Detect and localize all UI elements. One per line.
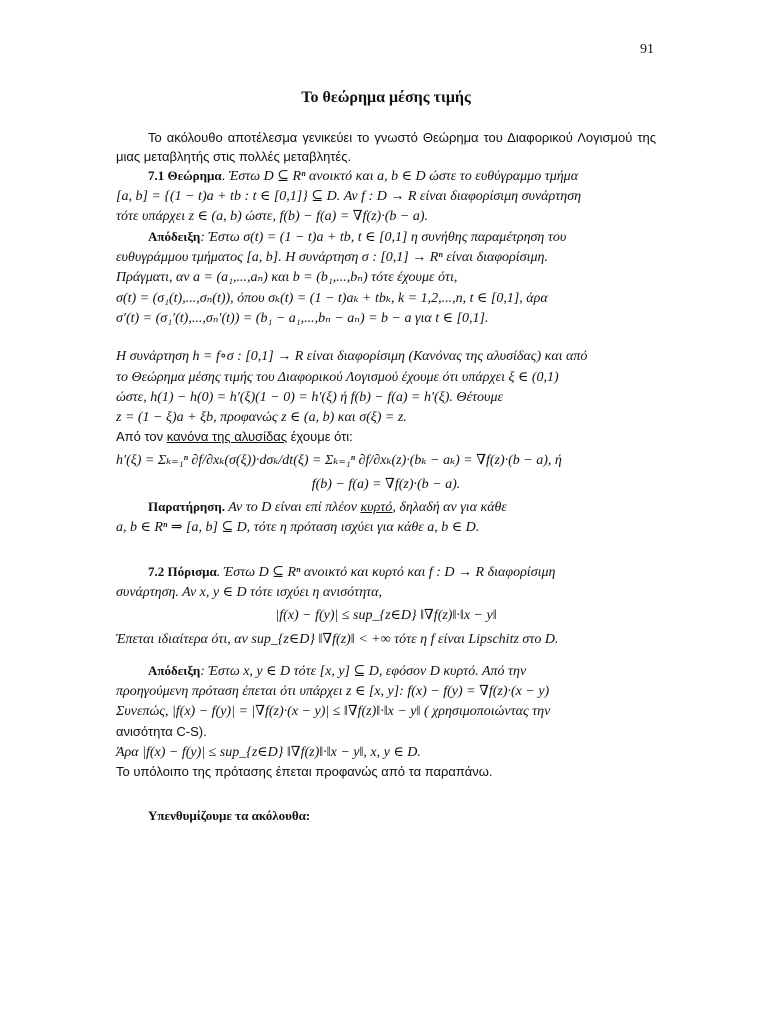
corollary-line-1 bbox=[116, 563, 656, 583]
proof1-line-4: σ(t) = (σ₁(t),...,σₙ(t)), όπου σₖ(t) = (1 − t)aₖ + tbₖ, k = 1,2,...,n, t ∈ [0,1], άρα bbox=[116, 290, 548, 306]
corollary-line-3: Έπεται ιδιαίτερα ότι, αν sup_{z∈D} ‖∇f(z)‖ < +∞ τότε η f είναι Lipschitz στο D. bbox=[116, 631, 559, 647]
proof1-line-10-pre: Από τον bbox=[116, 429, 167, 445]
remark-line-1 bbox=[116, 498, 656, 518]
proof2-line-2: προηγούμενη πρόταση έπεται ότι υπάρχει z ∈ [x, y]: f(x) − f(y) = ∇f(z)·(x − y) bbox=[116, 684, 550, 700]
proof1-line-7: το Θεώρημα μέσης τιμής του Διαφορικού Λογισμού έχουμε ότι υπάρχει ξ ∈ (0,1) bbox=[116, 369, 559, 385]
page-number: 91 bbox=[640, 42, 654, 57]
intro-paragraph: Το ακόλουθο αποτέλεσμα γενικεύει το γνωστό Θεώρημα του Διαφορικού Λογισμού της μιας μεταβλητής στις πολλές μεταβλητές. bbox=[116, 130, 656, 165]
theorem-label: 7.1 Θεώρημα bbox=[148, 167, 222, 183]
proof1-line-10-post: έχουμε ότι: bbox=[286, 429, 353, 445]
remark-label: Παρατήρηση. bbox=[148, 499, 225, 515]
proof2-label: Απόδειξη bbox=[148, 662, 201, 678]
proof1-line-10 bbox=[116, 428, 656, 448]
theorem-line-2: [a, b] = {(1 − t)a + tb : t ∈ [0,1]} ⊆ D. Αν f : D → R είναι διαφορίσιμη συνάρτηση bbox=[116, 189, 582, 205]
theorem-line-1: 7.1 Θεώρημα. Έστω D ⊆ Rⁿ ανοικτό και a, b ∈ D ώστε το ευθύγραμμο τμήμα bbox=[148, 167, 579, 184]
proof1-line-1 bbox=[116, 228, 656, 248]
proof1-equation-1: h′(ξ) = Σₖ₌₁ⁿ ∂f/∂xₖ(σ(ξ))·dσₖ/dt(ξ) = Σₖ₌₁ⁿ ∂f/∂xₖ(z)·(bₖ − aₖ) = ∇f(z)·(b − a), ή bbox=[116, 453, 562, 469]
proof1-text-1: : Έστω σ(t) = (1 − t)a + tb, t ∈ [0,1] η συνήθης παραμέτρηση του bbox=[200, 229, 567, 245]
chain-rule-link: κανόνα της αλυσίδας bbox=[166, 429, 287, 445]
proof1-line-5: σ′(t) = (σ₁′(t),...,σₙ′(t)) = (b₁ − a₁,...,bₙ − aₙ) = b − a για t ∈ [0,1]. bbox=[116, 310, 489, 326]
theorem-line-3: τότε υπάρχει z ∈ (a, b) ώστε, f(b) − f(a) = ∇f(z)·(b − a). bbox=[116, 209, 428, 225]
proof2-line-5: Άρα |f(x) − f(y)| ≤ sup_{z∈D} ‖∇f(z)‖·‖x − y‖, x, y ∈ D. bbox=[116, 744, 421, 760]
proof1-line-2: ευθυγράμμου τμήματος [a, b]. Η συνάρτηση σ : [0,1] → Rⁿ είναι διαφορίσιμη. bbox=[116, 250, 548, 266]
remark-text-pre: Αν το D είναι επί πλέον bbox=[225, 500, 361, 516]
proof2-text-1: : Έστω x, y ∈ D τότε [x, y] ⊆ D, εφόσον D κυρτό. Από την bbox=[200, 663, 527, 679]
proof1-line-6: Η συνάρτηση h = f∘σ : [0,1] → R είναι διαφορίσιμη (Κανόνας της αλυσίδας) και από bbox=[116, 349, 588, 365]
proof2-line-1 bbox=[116, 662, 656, 682]
proof1-equation-2: f(b) − f(a) = ∇f(z)·(b − a). bbox=[311, 476, 461, 492]
theorem-text-1: Έστω D ⊆ Rⁿ ανοικτό και a, b ∈ D ώστε το ευθύγραμμο τμήμα bbox=[228, 168, 579, 184]
section-title: Το θεώρημα μέσης τιμής bbox=[301, 89, 471, 106]
proof2-line-6: Το υπόλοιπο της πρότασης έπεται προφανώς από τα παραπάνω. bbox=[116, 764, 493, 779]
proof1-line-9: z = (1 − ξ)a + ξb, προφανώς z ∈ (a, b) και σ(ξ) = z. bbox=[116, 410, 407, 426]
corollary-text-1: . Έστω D ⊆ Rⁿ ανοικτό και κυρτό και f : D → R διαφορίσιμη bbox=[216, 564, 556, 580]
proof1-label: Απόδειξη bbox=[148, 228, 201, 244]
remark-text-post: , δηλαδή αν για κάθε bbox=[392, 500, 507, 516]
convex-link: κυρτό bbox=[360, 500, 393, 516]
corollary-line-2: συνάρτηση. Αν x, y ∈ D τότε ισχύει η ανισότητα, bbox=[116, 584, 382, 600]
proof1-line-3: Πράγματι, αν a = (a₁,...,aₙ) και b = (b₁,...,bₙ) τότε έχουμε ότι, bbox=[116, 270, 458, 286]
closing-heading: Υπενθυμίζουμε τα ακόλουθα: bbox=[148, 808, 311, 823]
remark-line-2: a, b ∈ Rⁿ ⇒ [a, b] ⊆ D, τότε η πρόταση ισχύει για κάθε a, b ∈ D. bbox=[116, 520, 480, 536]
corollary-equation: |f(x) − f(y)| ≤ sup_{z∈D} ‖∇f(z)‖·‖x − y‖ bbox=[275, 608, 497, 624]
proof2-line-4: ανισότητα C-S). bbox=[116, 723, 207, 739]
proof1-line-8: ώστε, h(1) − h(0) = h′(ξ)(1 − 0) = h′(ξ) ή f(b) − f(a) = h′(ξ). Θέτουμε bbox=[116, 389, 503, 405]
corollary-label: 7.2 Πόρισμα bbox=[148, 563, 217, 579]
proof2-line-3: Συνεπώς, |f(x) − f(y)| = |∇f(z)·(x − y)| ≤ ‖∇f(z)‖·‖x − y‖ ( χρησιμοποιώντας την bbox=[116, 704, 551, 720]
